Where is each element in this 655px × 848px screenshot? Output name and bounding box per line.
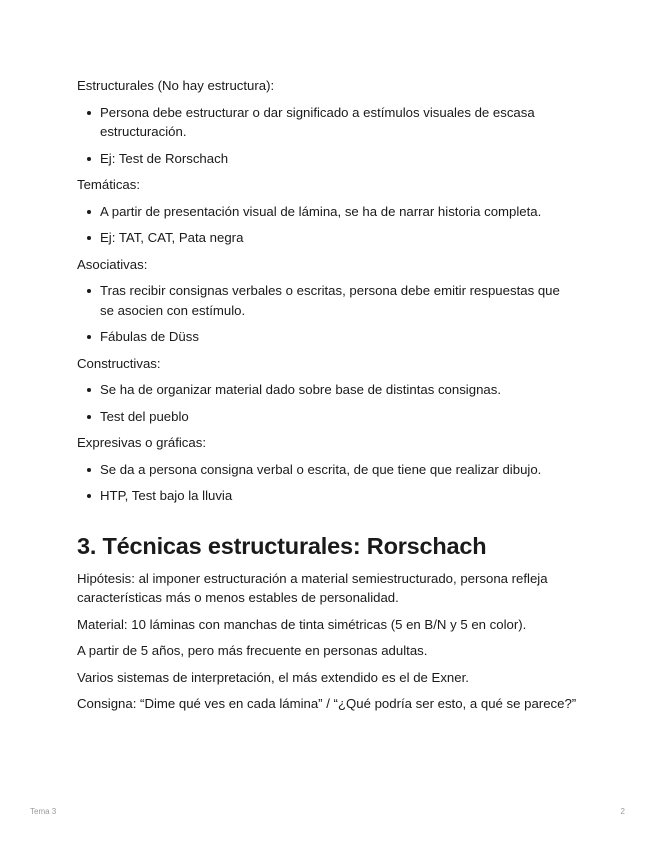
paragraph-sistemas: Varios sistemas de interpretación, el más extendido es el de Exner. <box>77 669 469 685</box>
section-constructivas <box>77 354 577 427</box>
category-heading: Temáticas: <box>77 177 141 192</box>
bullet-list <box>77 281 577 347</box>
list-item: Fábulas de Düss <box>77 327 577 347</box>
section-asociativas <box>77 255 577 347</box>
list-item: A partir de presentación visual de lámina, se ha de narrar historia completa. <box>77 202 577 222</box>
section-estructurales <box>77 76 577 168</box>
list-item: HTP, Test bajo la lluvia <box>77 486 577 506</box>
category-heading: Estructurales (No hay estructura): <box>77 78 275 93</box>
bullet-list <box>77 460 577 506</box>
category-heading: Expresivas o gráficas: <box>77 435 206 450</box>
list-item: Se ha de organizar material dado sobre base de distintas consignas. <box>77 380 577 400</box>
list-item: Ej: Test de Rorschach <box>77 149 577 169</box>
list-item: Se da a persona consigna verbal o escrita, de que tiene que realizar dibujo. <box>77 460 577 480</box>
paragraph-consigna: Consigna: “Dime qué ves en cada lámina” / “¿Qué podría ser esto, a qué se parece?” <box>77 696 577 711</box>
section-expresivas <box>77 433 577 506</box>
bullet-list <box>77 103 577 169</box>
category-heading: Asociativas: <box>77 256 148 272</box>
document-page <box>77 76 577 721</box>
paragraph-hipotesis: Hipótesis: al imponer estructuración a material semiestructurado, persona refleja características más o menos estables de personalidad. <box>77 570 548 605</box>
category-heading: Constructivas: <box>77 355 161 371</box>
footer-chapter-label: Tema 3 <box>30 807 57 816</box>
list-item: Persona debe estructurar o dar significado a estímulos visuales de escasa estructuración. <box>77 103 577 142</box>
paragraph-material: Material: 10 láminas con manchas de tinta simétricas (5 en B/N y 5 en color). <box>77 616 527 632</box>
bullet-list <box>77 380 577 426</box>
section-tematicas <box>77 175 577 248</box>
section-title: 3. Técnicas estructurales: Rorschach <box>77 532 487 559</box>
footer-page-number: 2 <box>620 807 625 816</box>
list-item: Tras recibir consignas verbales o escritas, persona debe emitir respuestas que se asocien con estímulo. <box>77 281 577 320</box>
bullet-list <box>77 202 577 248</box>
list-item: Test del pueblo <box>77 407 577 427</box>
paragraph-edad: A partir de 5 años, pero más frecuente en personas adultas. <box>77 643 428 658</box>
list-item: Ej: TAT, CAT, Pata negra <box>77 228 577 248</box>
